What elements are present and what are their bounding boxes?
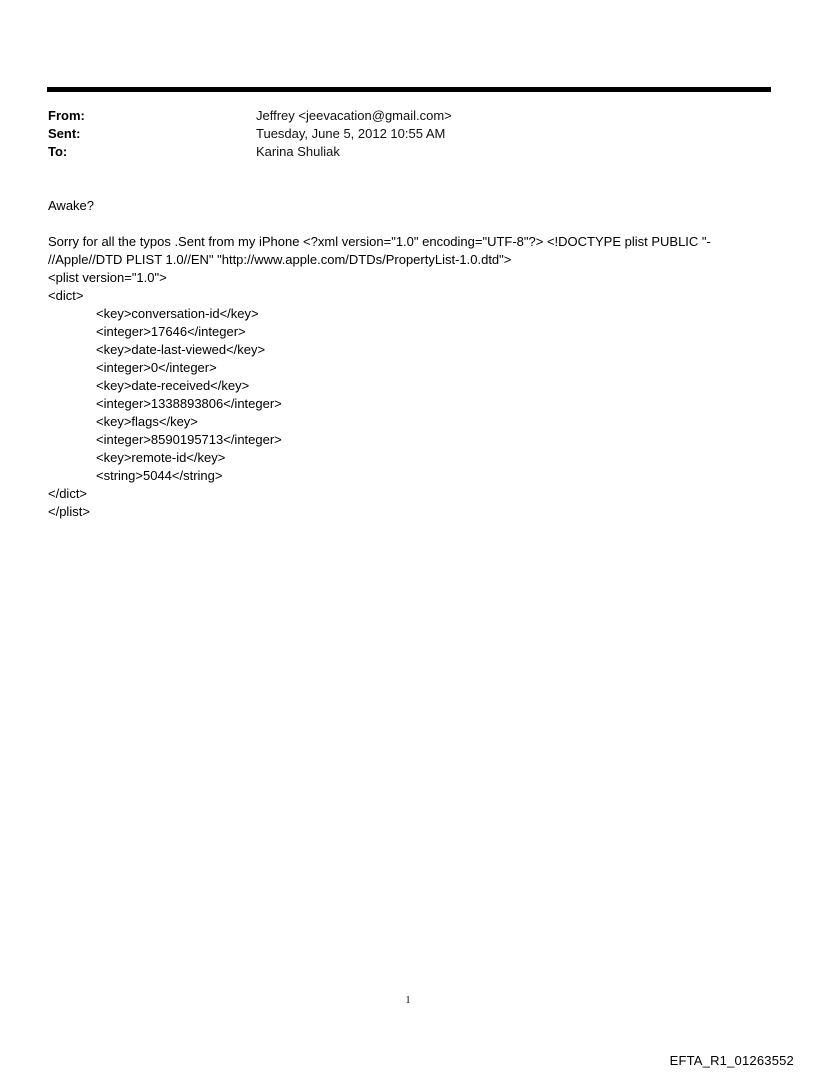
dict-item: <string>5044</string> [96, 468, 223, 483]
email-body [48, 197, 748, 521]
dict-item: <key>remote-id</key> [96, 450, 226, 465]
from-row [48, 107, 748, 125]
from-label: From: [48, 108, 85, 123]
to-label: To: [48, 144, 68, 159]
dict-open-tag: <dict> [48, 288, 84, 303]
email-header [48, 107, 748, 161]
greeting-text: Awake? [48, 198, 95, 213]
plist-close-tag: </plist> [48, 504, 90, 519]
from-value: Jeffrey <jeevacation@gmail.com> [256, 108, 452, 123]
dict-item: <key>conversation-id</key> [96, 306, 259, 321]
dict-item: <integer>1338893806</integer> [96, 396, 282, 411]
dict-item: <integer>17646</integer> [96, 324, 246, 339]
sent-row [48, 125, 748, 143]
to-value: Karina Shuliak [256, 144, 340, 159]
dict-item: <key>date-received</key> [96, 378, 250, 393]
body-line-1: Sorry for all the typos .Sent from my iPhone <?xml version="1.0" encoding="UTF-8"?> <!DOCTYPE plist PUBLIC "- [48, 234, 711, 249]
header-rule [47, 87, 771, 92]
dict-close-tag: </dict> [48, 486, 88, 501]
paragraph-gap [48, 215, 748, 233]
body-line-2: //Apple//DTD PLIST 1.0//EN" "http://www.apple.com/DTDs/PropertyList-1.0.dtd"> [48, 252, 512, 267]
dict-item: <integer>8590195713</integer> [96, 432, 282, 447]
dict-item: <integer>0</integer> [96, 360, 217, 375]
document-id: EFTA_R1_01263552 [669, 1053, 794, 1068]
page-number: 1 [405, 995, 411, 1006]
plist-open-tag: <plist version="1.0"> [48, 270, 167, 285]
dict-item: <key>flags</key> [96, 414, 198, 429]
dict-item: <key>date-last-viewed</key> [96, 342, 266, 357]
to-row [48, 143, 748, 161]
sent-label: Sent: [48, 126, 81, 141]
sent-value: Tuesday, June 5, 2012 10:55 AM [256, 126, 446, 141]
